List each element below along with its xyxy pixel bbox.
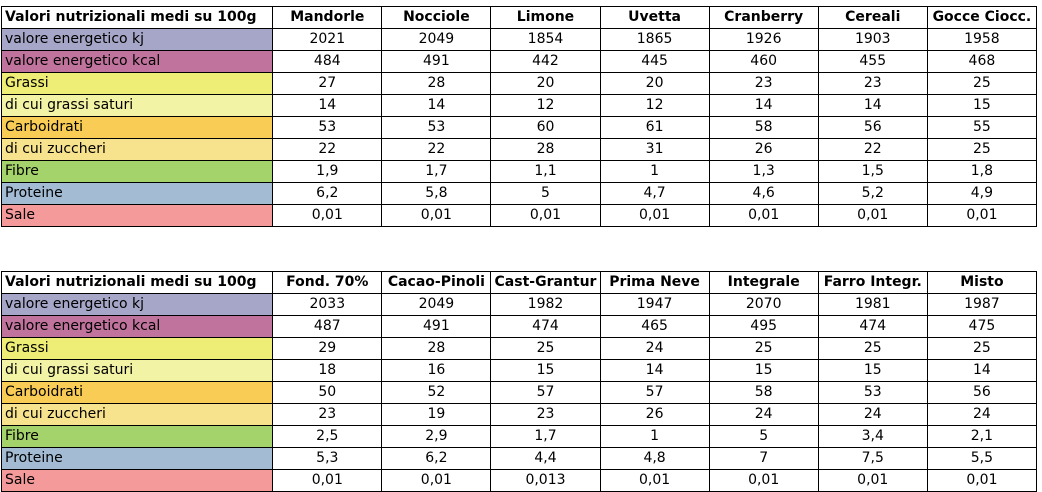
table-cell: 0,01	[818, 205, 927, 227]
table-cell: 19	[382, 404, 491, 426]
table-cell: 15	[818, 360, 927, 382]
table-cell: 1987	[927, 294, 1036, 316]
table-cell: 1854	[491, 29, 600, 51]
table-cell: 2049	[382, 294, 491, 316]
table-cell: 61	[600, 117, 709, 139]
table-cell: 25	[818, 338, 927, 360]
table-cell: 460	[709, 51, 818, 73]
column-header: Gocce Ciocc.	[927, 7, 1036, 29]
table-cell: 12	[600, 95, 709, 117]
row-label: di cui grassi saturi	[2, 95, 273, 117]
table-row	[2, 448, 1037, 470]
table-cell: 0,013	[491, 470, 600, 492]
column-header: Cast-Grantur	[491, 272, 600, 294]
table-cell: 2070	[709, 294, 818, 316]
table-row	[2, 161, 1037, 183]
table-cell: 5	[491, 183, 600, 205]
column-header: Integrale	[709, 272, 818, 294]
table-cell: 22	[382, 139, 491, 161]
table-cell: 23	[273, 404, 382, 426]
table-cell: 1,9	[273, 161, 382, 183]
row-label: di cui zuccheri	[2, 139, 273, 161]
table-cell: 0,01	[818, 470, 927, 492]
table-cell: 27	[273, 73, 382, 95]
table-cell: 7,5	[818, 448, 927, 470]
table-cell: 23	[709, 73, 818, 95]
table-cell: 445	[600, 51, 709, 73]
table-row	[2, 404, 1037, 426]
table-cell: 0,01	[709, 205, 818, 227]
table-row	[2, 183, 1037, 205]
row-label: Grassi	[2, 73, 273, 95]
column-header: Farro Integr.	[818, 272, 927, 294]
table-cell: 23	[818, 73, 927, 95]
table-row	[2, 294, 1037, 316]
table-cell: 5,8	[382, 183, 491, 205]
table-cell: 25	[491, 338, 600, 360]
table-cell: 7	[709, 448, 818, 470]
row-label: valore energetico kcal	[2, 316, 273, 338]
table-cell: 24	[709, 404, 818, 426]
table-cell: 28	[491, 139, 600, 161]
table-cell: 1865	[600, 29, 709, 51]
table-cell: 1982	[491, 294, 600, 316]
column-header: Cranberry	[709, 7, 818, 29]
table-cell: 52	[382, 382, 491, 404]
table-cell: 14	[600, 360, 709, 382]
row-label: Fibre	[2, 426, 273, 448]
table-cell: 1,5	[818, 161, 927, 183]
table-cell: 28	[382, 73, 491, 95]
row-label: Proteine	[2, 183, 273, 205]
row-label: valore energetico kj	[2, 294, 273, 316]
table-cell: 6,2	[273, 183, 382, 205]
nutrition-table-2	[1, 271, 1037, 492]
table-cell: 58	[709, 382, 818, 404]
table-cell: 1,1	[491, 161, 600, 183]
table-cell: 14	[818, 95, 927, 117]
table-cell: 6,2	[382, 448, 491, 470]
table-cell: 491	[382, 316, 491, 338]
table-cell: 0,01	[927, 470, 1036, 492]
table-cell: 12	[491, 95, 600, 117]
table-cell: 20	[600, 73, 709, 95]
row-label: Carboidrati	[2, 382, 273, 404]
table-cell: 53	[273, 117, 382, 139]
table-cell: 1903	[818, 29, 927, 51]
table-cell: 1981	[818, 294, 927, 316]
column-header: Misto	[927, 272, 1036, 294]
table-cell: 24	[927, 404, 1036, 426]
table-cell: 22	[273, 139, 382, 161]
table-header-title: Valori nutrizionali medi su 100g	[2, 7, 273, 29]
table-cell: 26	[709, 139, 818, 161]
nutrition-table-1	[1, 6, 1037, 227]
table-row	[2, 470, 1037, 492]
table-cell: 0,01	[600, 205, 709, 227]
table-row	[2, 73, 1037, 95]
table-cell: 24	[818, 404, 927, 426]
table-cell: 475	[927, 316, 1036, 338]
table-cell: 25	[709, 338, 818, 360]
table-cell: 14	[927, 360, 1036, 382]
table-cell: 1	[600, 161, 709, 183]
table-cell: 1,7	[382, 161, 491, 183]
table-cell: 20	[491, 73, 600, 95]
table-cell: 16	[382, 360, 491, 382]
table-cell: 495	[709, 316, 818, 338]
column-header: Prima Neve	[600, 272, 709, 294]
table-cell: 0,01	[600, 470, 709, 492]
table-cell: 0,01	[382, 470, 491, 492]
column-header: Cacao-Pinoli	[382, 272, 491, 294]
table-row	[2, 205, 1037, 227]
row-label: Fibre	[2, 161, 273, 183]
table-cell: 15	[927, 95, 1036, 117]
row-label: Sale	[2, 470, 273, 492]
table-body	[2, 29, 1037, 227]
table-cell: 31	[600, 139, 709, 161]
row-label: Carboidrati	[2, 117, 273, 139]
row-label: di cui zuccheri	[2, 404, 273, 426]
row-label: Sale	[2, 205, 273, 227]
table-cell: 474	[818, 316, 927, 338]
column-header: Limone	[491, 7, 600, 29]
table-body	[2, 294, 1037, 492]
column-header: Nocciole	[382, 7, 491, 29]
table-row	[2, 117, 1037, 139]
table-cell: 2021	[273, 29, 382, 51]
table-row	[2, 382, 1037, 404]
table-cell: 14	[382, 95, 491, 117]
table-row	[2, 316, 1037, 338]
table-cell: 491	[382, 51, 491, 73]
table-cell: 484	[273, 51, 382, 73]
table-row	[2, 360, 1037, 382]
table-cell: 1926	[709, 29, 818, 51]
table-cell: 468	[927, 51, 1036, 73]
table-cell: 0,01	[491, 205, 600, 227]
row-label: Proteine	[2, 448, 273, 470]
table-cell: 442	[491, 51, 600, 73]
table-cell: 53	[818, 382, 927, 404]
table-cell: 5,5	[927, 448, 1036, 470]
table-cell: 60	[491, 117, 600, 139]
table-cell: 465	[600, 316, 709, 338]
table-cell: 5,3	[273, 448, 382, 470]
column-header: Fond. 70%	[273, 272, 382, 294]
table-row	[2, 426, 1037, 448]
table-cell: 2,5	[273, 426, 382, 448]
table-row	[2, 29, 1037, 51]
table-cell: 58	[709, 117, 818, 139]
table-cell: 4,7	[600, 183, 709, 205]
table-cell: 0,01	[709, 470, 818, 492]
row-label: di cui grassi saturi	[2, 360, 273, 382]
table-cell: 56	[818, 117, 927, 139]
column-header: Uvetta	[600, 7, 709, 29]
table-cell: 0,01	[927, 205, 1036, 227]
table-cell: 57	[491, 382, 600, 404]
table-cell: 22	[818, 139, 927, 161]
column-header: Cereali	[818, 7, 927, 29]
table-cell: 474	[491, 316, 600, 338]
table-cell: 14	[709, 95, 818, 117]
table-cell: 0,01	[382, 205, 491, 227]
row-label: valore energetico kcal	[2, 51, 273, 73]
table-cell: 57	[600, 382, 709, 404]
table-cell: 25	[927, 139, 1036, 161]
table-cell: 50	[273, 382, 382, 404]
table-cell: 14	[273, 95, 382, 117]
table-cell: 18	[273, 360, 382, 382]
table-cell: 28	[382, 338, 491, 360]
header-row	[2, 7, 1037, 29]
table-cell: 2033	[273, 294, 382, 316]
table-row	[2, 95, 1037, 117]
table-cell: 1,8	[927, 161, 1036, 183]
table-row	[2, 338, 1037, 360]
table-cell: 23	[491, 404, 600, 426]
table-cell: 55	[927, 117, 1036, 139]
table-cell: 53	[382, 117, 491, 139]
table-cell: 25	[927, 73, 1036, 95]
table-row	[2, 139, 1037, 161]
table-cell: 4,6	[709, 183, 818, 205]
table-cell: 1	[600, 426, 709, 448]
table-cell: 15	[709, 360, 818, 382]
table-cell: 455	[818, 51, 927, 73]
table-cell: 4,4	[491, 448, 600, 470]
column-header: Mandorle	[273, 7, 382, 29]
table-header-title: Valori nutrizionali medi su 100g	[2, 272, 273, 294]
table-cell: 5	[709, 426, 818, 448]
table-cell: 26	[600, 404, 709, 426]
table-cell: 0,01	[273, 470, 382, 492]
table-cell: 15	[491, 360, 600, 382]
table-cell: 1,3	[709, 161, 818, 183]
row-label: Grassi	[2, 338, 273, 360]
table-cell: 3,4	[818, 426, 927, 448]
table-cell: 1947	[600, 294, 709, 316]
header-row	[2, 272, 1037, 294]
table-cell: 29	[273, 338, 382, 360]
table-cell: 1,7	[491, 426, 600, 448]
table-cell: 56	[927, 382, 1036, 404]
table-cell: 487	[273, 316, 382, 338]
table-cell: 2,1	[927, 426, 1036, 448]
table-cell: 0,01	[273, 205, 382, 227]
table-cell: 2049	[382, 29, 491, 51]
table-cell: 5,2	[818, 183, 927, 205]
table-cell: 24	[600, 338, 709, 360]
table-cell: 2,9	[382, 426, 491, 448]
table-cell: 1958	[927, 29, 1036, 51]
table-row	[2, 51, 1037, 73]
table-cell: 4,9	[927, 183, 1036, 205]
row-label: valore energetico kj	[2, 29, 273, 51]
table-cell: 25	[927, 338, 1036, 360]
table-cell: 4,8	[600, 448, 709, 470]
